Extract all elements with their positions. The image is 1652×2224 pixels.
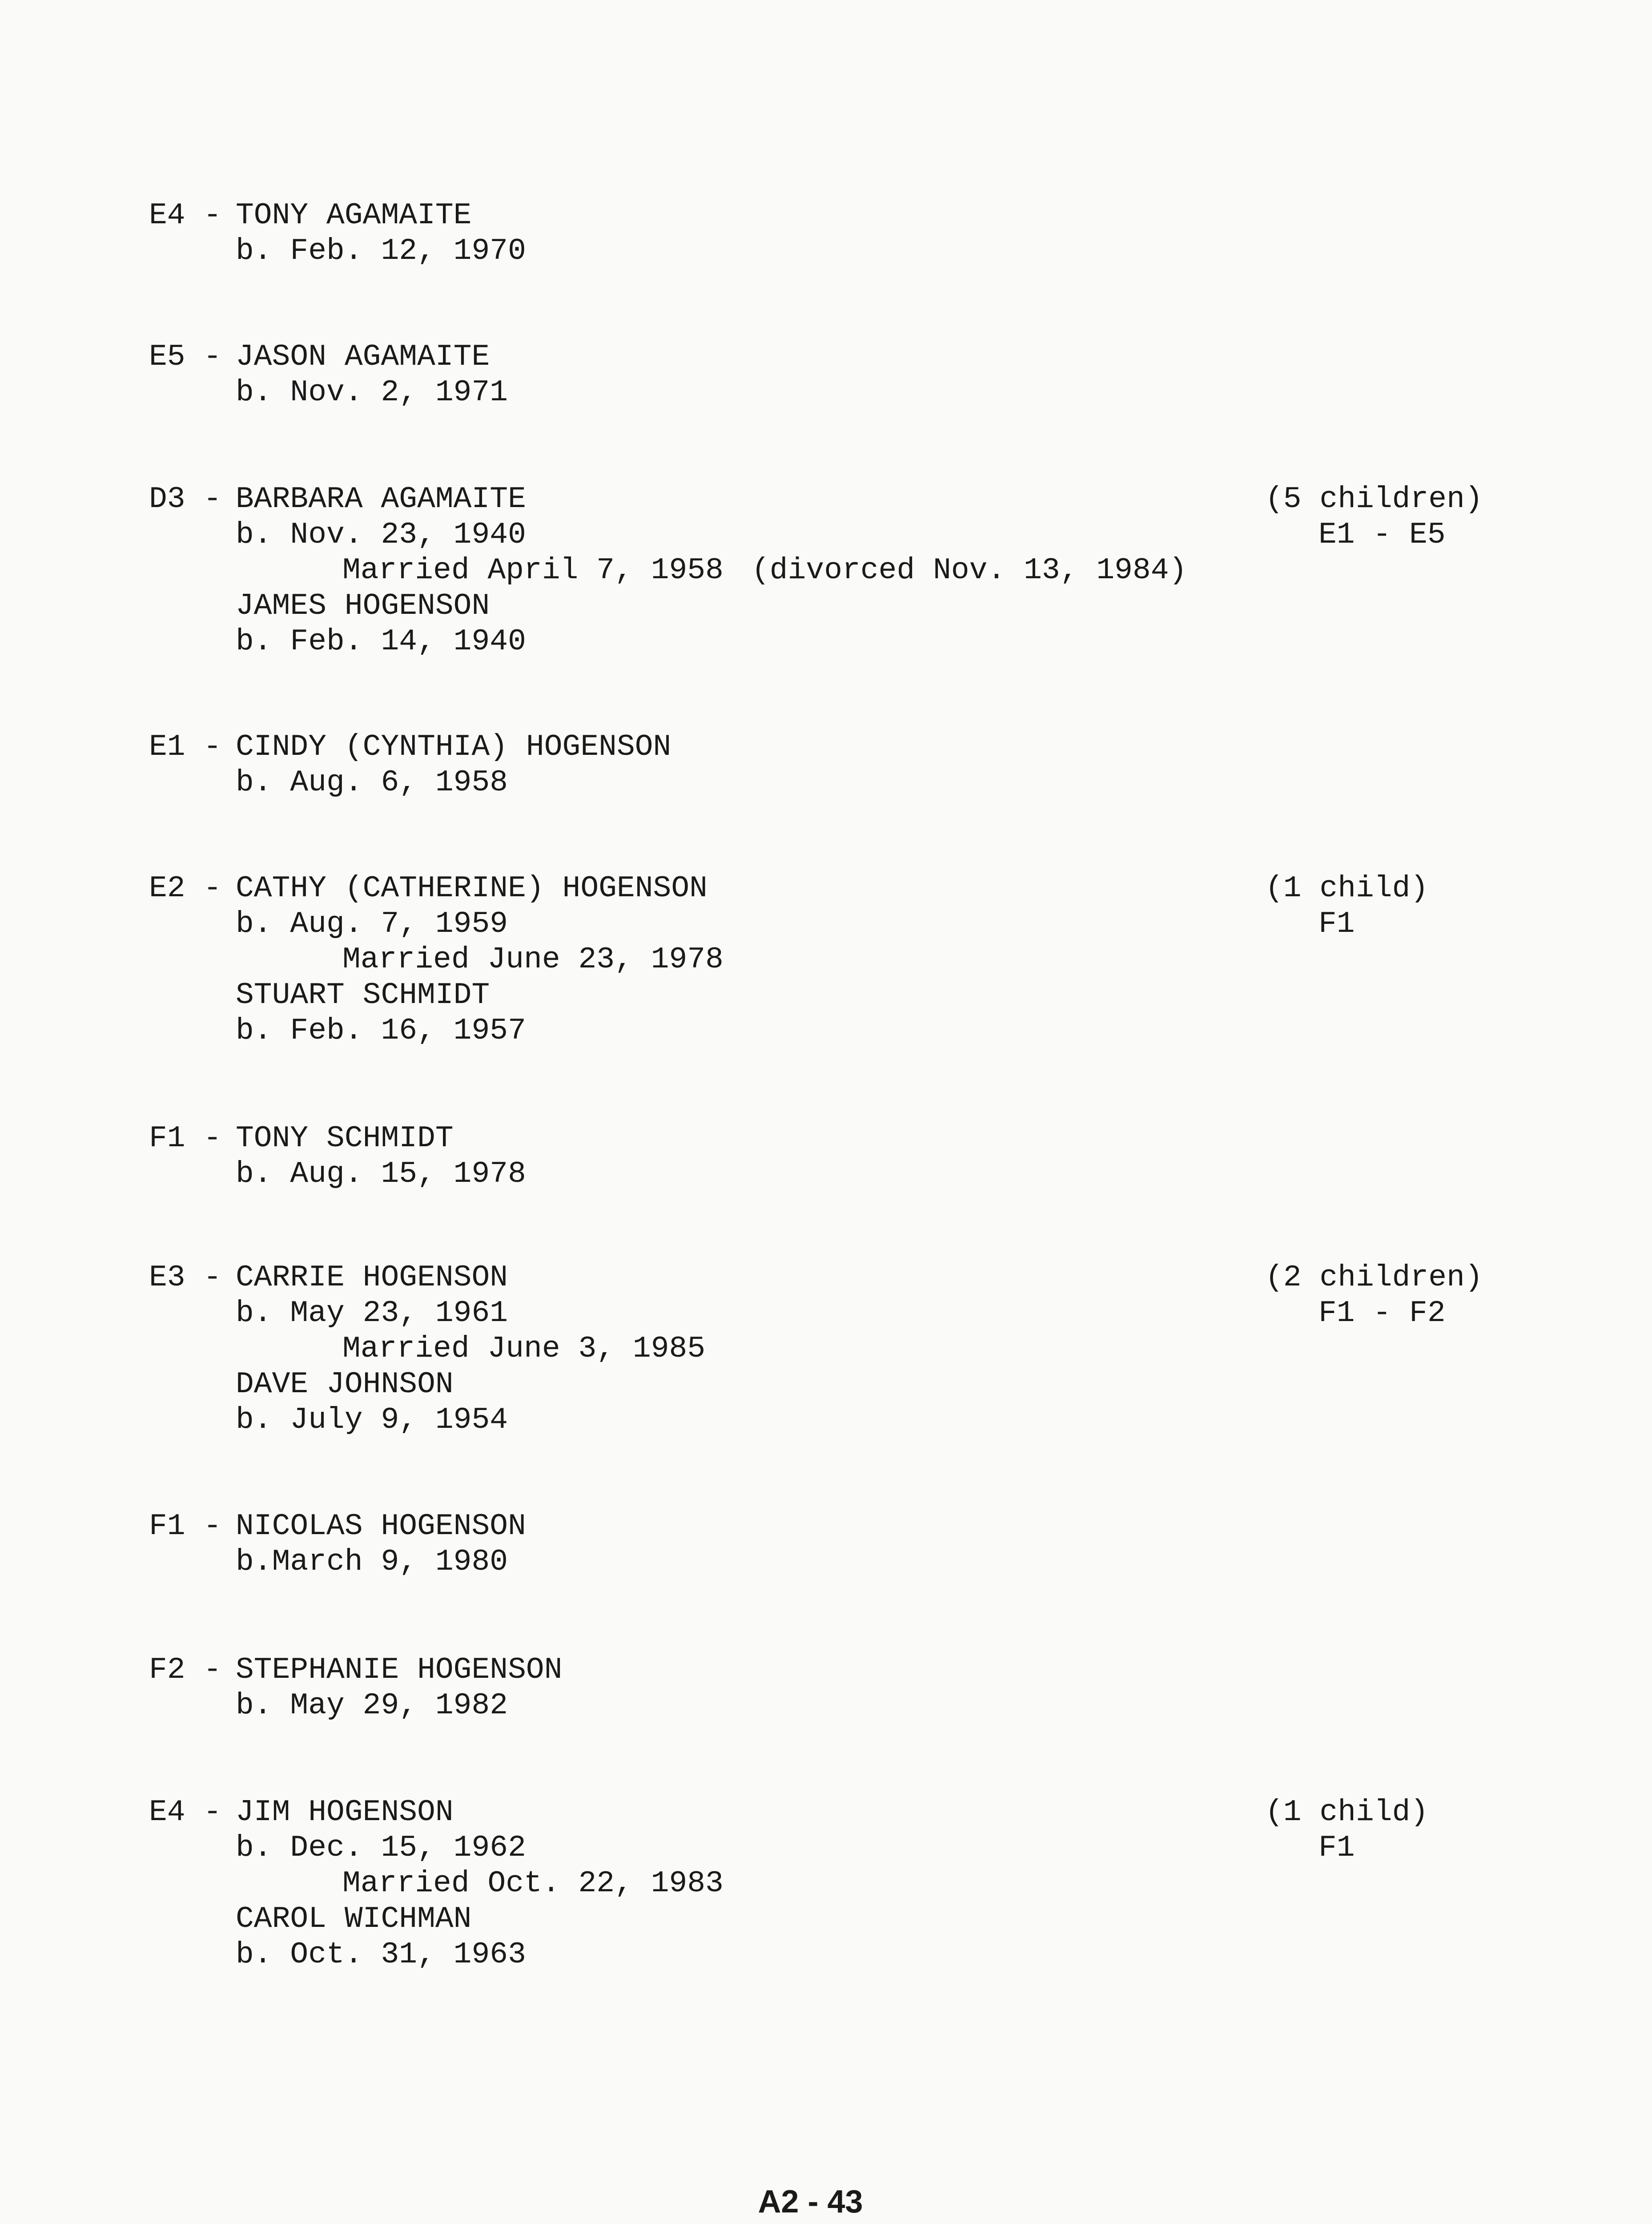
birth-date: b. Aug. 15, 1978 [236,1157,526,1191]
generation-code: E3 - [149,1261,222,1295]
marriage-date: Married April 7, 1958 [342,553,724,588]
generation-code: D3 - [149,482,222,516]
spouse-name: CAROL WICHMAN [236,1902,472,1936]
divorce-note: (divorced Nov. 13, 1984) [752,553,1187,588]
birth-date: b. Nov. 23, 1940 [236,518,526,552]
person-name: JIM HOGENSON [236,1795,454,1829]
person-name: CARRIE HOGENSON [236,1261,508,1295]
generation-code: E5 - [149,340,222,374]
person-name: TONY SCHMIDT [236,1121,454,1156]
children-count: (1 child) [1265,871,1429,906]
birth-date: b. Aug. 6, 1958 [236,766,508,800]
person-name: CATHY (CATHERINE) HOGENSON [236,871,707,906]
children-count: (2 children) [1265,1261,1483,1295]
children-reference: E1 - E5 [1318,518,1446,552]
children-reference: F1 - F2 [1318,1296,1446,1330]
birth-date: b. May 29, 1982 [236,1688,508,1723]
birth-date: b. Feb. 12, 1970 [236,234,526,268]
spouse-name: JAMES HOGENSON [236,589,490,623]
person-name: BARBARA AGAMAITE [236,482,526,516]
person-name: TONY AGAMAITE [236,198,472,233]
person-name: NICOLAS HOGENSON [236,1509,526,1543]
children-count: (5 children) [1265,482,1483,516]
birth-date: b. May 23, 1961 [236,1296,508,1330]
person-name: CINDY (CYNTHIA) HOGENSON [236,730,671,764]
birth-date: b. Aug. 7, 1959 [236,907,508,941]
generation-code: E4 - [149,1795,222,1829]
generation-code: F2 - [149,1653,222,1687]
spouse-name: STUART SCHMIDT [236,978,490,1012]
children-reference: F1 [1318,1831,1355,1865]
generation-code: E4 - [149,198,222,233]
generation-code: F1 - [149,1509,222,1543]
spouse-birth-date: b. Feb. 16, 1957 [236,1014,526,1048]
children-count: (1 child) [1265,1795,1429,1829]
marriage-date: Married June 3, 1985 [342,1332,706,1366]
spouse-name: DAVE JOHNSON [236,1367,454,1402]
generation-code: F1 - [149,1121,222,1156]
person-name: STEPHANIE HOGENSON [236,1653,563,1687]
page-number: A2 - 43 [758,2184,863,2220]
birth-date: b. Nov. 2, 1971 [236,375,508,410]
birth-date: b. Dec. 15, 1962 [236,1831,526,1865]
person-name: JASON AGAMAITE [236,340,490,374]
birth-date: b.March 9, 1980 [236,1545,508,1579]
page-footer [0,2184,1652,2220]
generation-code: E2 - [149,871,222,906]
marriage-date: Married Oct. 22, 1983 [342,1866,724,1901]
generation-code: E1 - [149,730,222,764]
spouse-birth-date: b. July 9, 1954 [236,1403,508,1437]
spouse-birth-date: b. Oct. 31, 1963 [236,1938,526,1972]
spouse-birth-date: b. Feb. 14, 1940 [236,624,526,659]
marriage-date: Married June 23, 1978 [342,943,724,977]
children-reference: F1 [1318,907,1355,941]
